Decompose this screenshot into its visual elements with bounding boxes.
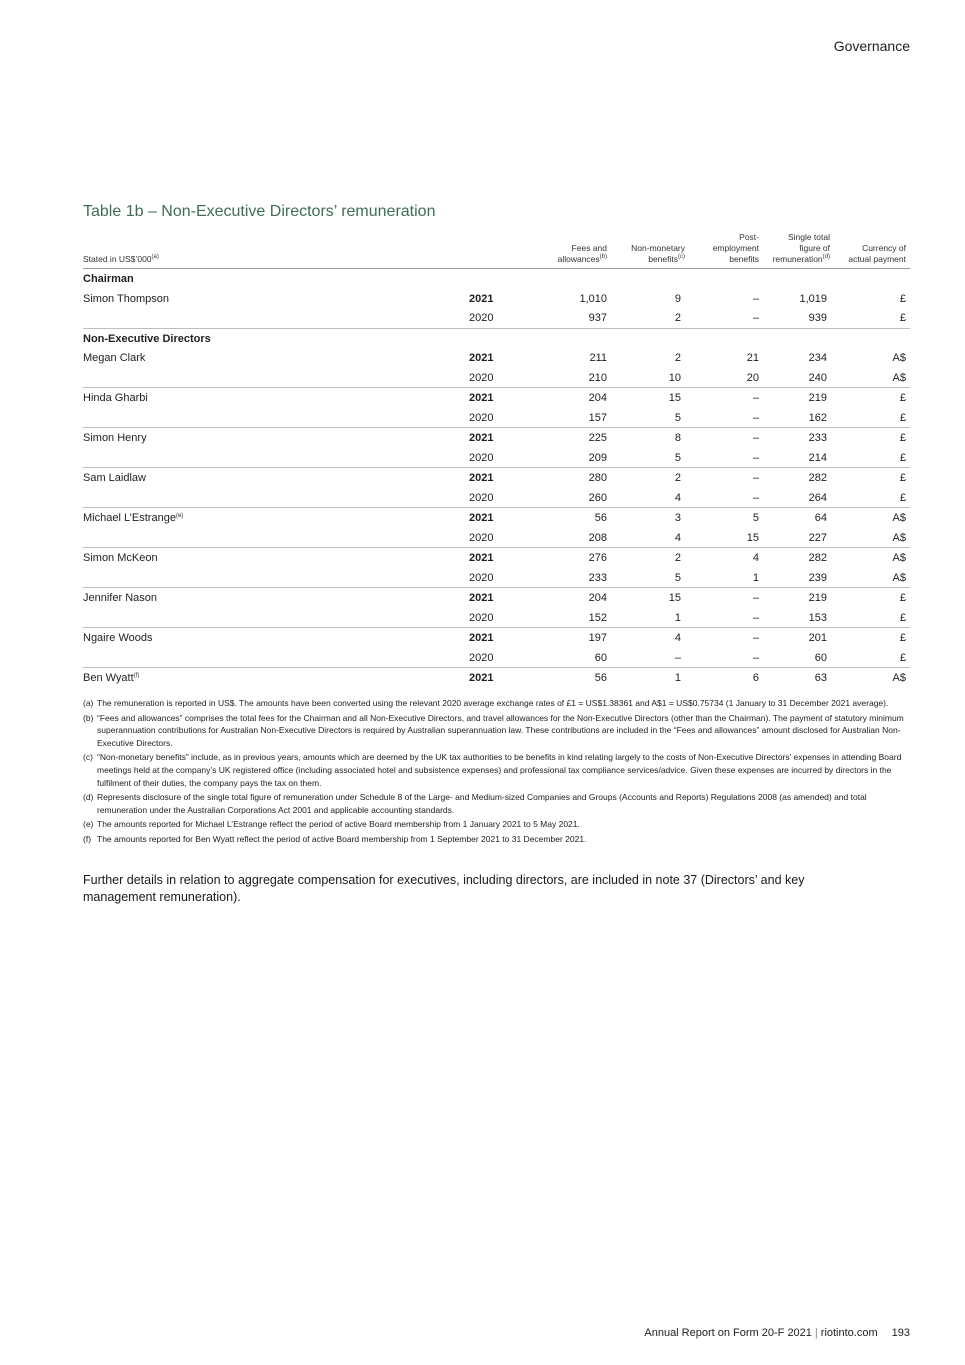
fees-cell: 1,010 (579, 292, 607, 305)
year-cell: 2021 (469, 292, 494, 305)
post-employment-cell: – (752, 491, 759, 504)
nonmonetary-cell: 2 (674, 552, 681, 564)
currency-cell: £ (899, 611, 906, 624)
currency-cell: A$ (892, 531, 906, 544)
currency-cell: £ (899, 411, 906, 424)
nonmonetary-cell: 1 (674, 672, 681, 684)
director-name: Jennifer Nason (83, 592, 157, 604)
currency-header: Currency of actual payment (848, 243, 906, 264)
year-cell: 2020 (469, 491, 494, 504)
nonmonetary-cell: 10 (668, 371, 681, 384)
table-row (83, 488, 910, 508)
director-name: Simon Thompson (83, 292, 170, 305)
director-name: Michael L’Estrange$^{(e)}$ (83, 512, 184, 524)
single-total-cell: 219 (808, 592, 827, 604)
fees-cell: 210 (588, 371, 607, 384)
page-footer: Annual Report on Form 20-F 2021 | riotinto.com 193 (644, 1327, 910, 1339)
currency-cell: A$ (892, 571, 906, 584)
page-number: 193 (891, 1327, 910, 1339)
table-row (83, 427, 910, 448)
single-total-cell: 239 (808, 571, 827, 584)
fees-cell: 56 (594, 512, 607, 524)
table-row (83, 289, 910, 309)
single-total-cell: 64 (814, 512, 827, 524)
table-body (83, 269, 910, 688)
currency-cell: £ (899, 312, 906, 324)
post-employment-cell: – (752, 432, 759, 444)
single-total-cell: 234 (808, 352, 827, 364)
stated-in-header: Stated in US$’000$^{(a)}$ (83, 254, 159, 264)
currency-cell: £ (899, 451, 906, 464)
nonmonetary-cell: 4 (674, 632, 681, 644)
year-cell: 2021 (469, 672, 494, 684)
year-cell: 2020 (469, 651, 494, 664)
director-name: Ben Wyatt$^{(f)}$ (83, 672, 140, 684)
nonmonetary-cell: 5 (674, 571, 681, 584)
table-row (83, 667, 910, 688)
single-total-cell: 282 (808, 552, 827, 564)
single-total-cell: 227 (808, 531, 827, 544)
report-name: Annual Report on Form 20-F 2021 (644, 1327, 812, 1339)
footnote: (d) Represents disclosure of the single total figure of remuneration under Schedule 8 of the Large- and Medium-sized Companies and Groups (Accounts and Reports) Regulations 2008 (as amended) and total remuneration under the Australian Corporations Act 2001 and applicable accounting standards. (83, 792, 867, 815)
single-total-cell: 264 (808, 491, 827, 504)
fees-cell: 276 (588, 552, 607, 564)
table-group-row (83, 328, 910, 349)
table-row (83, 448, 910, 468)
table-row (83, 627, 910, 648)
director-name: Simon Henry (83, 432, 147, 444)
fees-cell: 152 (588, 611, 607, 624)
table-row (83, 608, 910, 628)
post-employment-header: Post- employment benefits (712, 232, 759, 264)
year-cell: 2021 (469, 512, 494, 524)
currency-cell: A$ (892, 672, 906, 684)
further-details: Further details in relation to aggregate compensation for executives, including directors, are included in note 37 (Directors’ and key management remuneration). (83, 873, 805, 904)
nonmonetary-cell: 5 (674, 451, 681, 464)
nonmonetary-cell: 1 (674, 611, 681, 624)
fees-cell: 204 (588, 592, 607, 604)
footnote: (a) The remuneration is reported in US$. The amounts have been converted using the relevant 2020 average exchange rates of £1 = US$1.38361 and A$1 = US$0.75734 (1 January to 31 December 2021 average). (83, 698, 889, 708)
table-row (83, 348, 910, 368)
director-name: Ngaire Woods (83, 632, 153, 644)
currency-cell: £ (899, 632, 906, 644)
year-cell: 2021 (469, 472, 494, 484)
single-total-cell: 60 (814, 651, 827, 664)
footnote: (e) The amounts reported for Michael L’Estrange reflect the period of active Board membership from 1 January 2021 to 5 May 2021. (83, 819, 580, 830)
fees-header: Fees and allowances$^{(b)}$ (557, 243, 607, 264)
footnote: (f) The amounts reported for Ben Wyatt reflect the period of active Board membership from 1 September 2021 to 31 December 2021. (83, 833, 587, 844)
director-name: Sam Laidlaw (83, 472, 146, 484)
table-row (83, 308, 910, 328)
nonmonetary-cell: 9 (674, 292, 681, 305)
currency-cell: £ (899, 472, 906, 484)
post-employment-cell: – (752, 632, 759, 644)
group-label: Chairman (83, 273, 134, 285)
post-employment-cell: – (752, 312, 759, 324)
single-total-cell: 162 (808, 411, 827, 424)
fees-cell: 197 (588, 632, 607, 644)
website-link[interactable]: riotinto.com (820, 1327, 878, 1339)
post-employment-cell: 4 (752, 552, 759, 564)
single-total-cell: 201 (808, 632, 827, 644)
year-cell: 2020 (469, 571, 494, 584)
year-cell: 2020 (469, 451, 494, 464)
table-row (83, 408, 910, 428)
single-total-cell: 233 (808, 432, 827, 444)
single-total-cell: 214 (808, 451, 827, 464)
single-total-cell: 219 (808, 392, 827, 404)
nonmonetary-cell: 2 (674, 472, 681, 484)
single-total-cell: 153 (808, 611, 827, 624)
year-cell: 2020 (469, 371, 494, 384)
currency-cell: £ (899, 432, 906, 444)
year-cell: 2021 (469, 432, 494, 444)
fees-cell: 56 (594, 672, 607, 684)
section-label: Governance (833, 38, 910, 54)
nonmonetary-cell: 15 (668, 392, 681, 404)
director-name: Simon McKeon (83, 552, 158, 564)
year-cell: 2020 (469, 312, 494, 324)
table-row (83, 467, 910, 488)
fees-cell: 280 (588, 472, 607, 484)
fees-cell: 225 (588, 432, 607, 444)
director-name: Megan Clark (83, 352, 146, 364)
fees-cell: 60 (594, 651, 607, 664)
table-group-row (83, 269, 910, 289)
nonmonetary-cell: 3 (674, 512, 681, 524)
year-cell: 2021 (469, 552, 494, 564)
currency-cell: £ (899, 651, 906, 664)
currency-cell: £ (899, 592, 906, 604)
table-row (83, 368, 910, 388)
post-employment-cell: 5 (752, 512, 759, 524)
post-employment-cell: – (752, 611, 759, 624)
fees-cell: 211 (589, 352, 607, 364)
currency-cell: A$ (892, 552, 906, 564)
post-employment-cell: – (752, 451, 759, 464)
fees-cell: 209 (588, 451, 607, 464)
post-employment-cell: 6 (752, 672, 759, 684)
single-total-cell: 1,019 (799, 292, 827, 305)
director-name: Hinda Gharbi (83, 392, 148, 404)
nonmonetary-cell: 4 (674, 531, 681, 544)
currency-cell: £ (899, 491, 906, 504)
remuneration-table (83, 228, 910, 688)
nonmonetary-cell: – (674, 651, 681, 664)
nonmonetary-cell: 15 (668, 592, 681, 604)
table-row (83, 587, 910, 608)
single-total-header: Single total figure of remuneration$^{(d)}$ (772, 232, 830, 264)
group-label: Non-Executive Directors (83, 332, 211, 345)
single-total-cell: 240 (808, 371, 827, 384)
currency-cell: A$ (892, 371, 906, 384)
nonmonetary-cell: 5 (674, 411, 681, 424)
nonmonetary-cell: 8 (674, 432, 681, 444)
post-employment-cell: – (752, 411, 759, 424)
post-employment-cell: – (752, 472, 759, 484)
fees-cell: 233 (588, 571, 607, 584)
fees-cell: 208 (588, 531, 607, 544)
single-total-cell: 282 (808, 472, 827, 484)
table-header (83, 228, 910, 269)
currency-cell: A$ (892, 352, 906, 364)
post-employment-cell: – (752, 292, 759, 305)
post-employment-cell: 15 (746, 531, 759, 544)
table-row (83, 507, 910, 528)
table-row (83, 648, 910, 668)
single-total-cell: 939 (808, 312, 827, 324)
footnote: (b) “Fees and allowances” comprises the total fees for the Chairman and all Non-Executive Directors, and travel allowances for the Non-Executive Directors (other than the Chairman). The payment of statutory minimum superannuation contributions for Australian Non-Executive Directors is required by Australian superannuation law. These contributions are included in the “Fees and allowances” amount disclosed for Australian Non-Executive Directors. (83, 712, 904, 748)
currency-cell: £ (899, 392, 906, 404)
currency-cell: £ (899, 292, 906, 305)
nonmonetary-cell: 4 (674, 491, 681, 504)
table-row (83, 568, 910, 588)
fees-cell: 260 (588, 491, 607, 504)
footnotes (83, 697, 910, 848)
fees-cell: 157 (588, 411, 607, 424)
fees-cell: 204 (588, 392, 607, 404)
fees-cell: 937 (588, 312, 607, 324)
table-row (83, 387, 910, 408)
year-cell: 2021 (469, 632, 494, 644)
single-total-cell: 63 (814, 672, 827, 684)
post-employment-cell: – (752, 651, 759, 664)
post-employment-cell: 21 (746, 352, 759, 364)
table-row (83, 547, 910, 568)
year-cell: 2021 (469, 352, 494, 364)
post-employment-cell: – (752, 592, 759, 604)
post-employment-cell: 20 (746, 371, 759, 384)
footnote: (c) “Non-monetary benefits” include, as in previous years, amounts which are deemed by the UK tax authorities to be benefits in kind relating largely to the costs of Non-Executive Directors’ expenses in attending Board meetings held at the company’s UK registered office (including associated hotel and subsistence expenses) and professional tax compliance services/advice. Given these expenses are incurred by directors in the fulfilment of their duties, the company pays the tax on them. (83, 752, 902, 788)
nonmonetary-cell: 2 (674, 312, 681, 324)
year-cell: 2021 (469, 592, 494, 604)
post-employment-cell: – (752, 392, 759, 404)
year-cell: 2020 (469, 531, 494, 544)
year-cell: 2021 (469, 392, 494, 404)
table-row (83, 528, 910, 548)
nonmonetary-cell: 2 (674, 352, 681, 364)
currency-cell: A$ (892, 512, 906, 524)
table-title: Table 1b – Non-Executive Directors’ remuneration (83, 203, 436, 220)
nonmonetary-header: Non-monetary benefits$^{(c)}$ (631, 243, 685, 264)
year-cell: 2020 (469, 411, 494, 424)
post-employment-cell: 1 (752, 571, 759, 584)
year-cell: 2020 (469, 611, 494, 624)
